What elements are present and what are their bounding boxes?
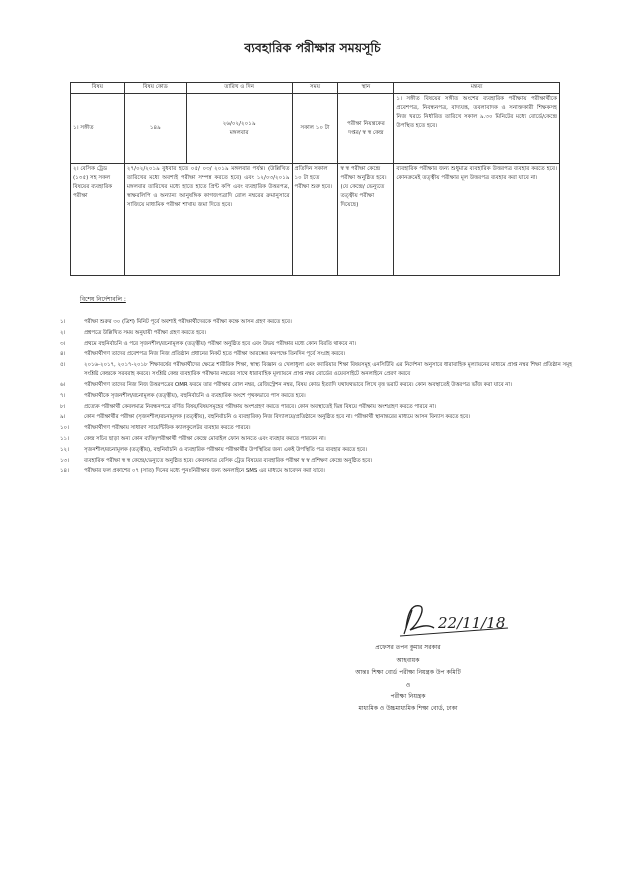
- signatory-title: পরীক্ষা নিয়ন্ত্রক: [390, 692, 426, 700]
- instruction-number: ১৪।: [60, 468, 69, 475]
- instruction-text: প্রত্যেক পরীক্ষার্থী কেবলমাত্র নিবন্ধনপত্রে বর্ণিত বিষয়/বিষয়সমূহের পরীক্ষায় অংশগ্রহণ করতে পারবে। কোন অবস্থাতেই ভিন্ন বিষয়ে পরীক্ষায় অংশগ্রহণ করতে পারবে না।: [84, 403, 437, 410]
- instruction-text: পরীক্ষার ফল প্রকাশের ০৭ (সাত) দিনের মধ্যে পুনঃনিরীক্ষার জন্য অনলাইনে SMS এর মাধ্যমে আবেদন করা যাবে।: [84, 468, 325, 475]
- cell-time: প্রতিদিন সকাল ১০ টা হতে পরীক্ষা শুরু হবে।: [292, 164, 338, 276]
- cell-date: ২৭/০২/২০১৯ বুধবার হতে ০৫/ ০৩/ ২০১৯ মঙ্গলবার পর্যন্ত। (উল্লিখিত তারিখের মধ্যে অবশ্যই পরীক্ষা সম্পন্ন করতে হবে) এবং ১২/০৩/২০১৯ মঙ্গলবার তারিখের মধ্যে হাতে হাতে প্রিন্ট কপি এবং ব্যবহারিক উত্তরপত্র, স্বাক্ষরলিপি ও অন্যান্য আনুষঙ্গিক কাগজপত্রাদি রোল নম্বরের ক্রমানুসারে সাজিয়ে মাধ্যমিক পরীক্ষা শাখায় জমা দিতে হবে।: [124, 164, 292, 276]
- instruction-text: পরীক্ষা শুরুর ৩০ (ত্রিশ) মিনিট পূর্বে অবশ্যই পরীক্ষার্থীদেরকে পরীক্ষা কক্ষে আসন গ্রহণ করতে হবে।: [84, 319, 292, 325]
- instruction-text: প্রথমে বহুনির্বাচনি ও পরে সৃজনশীল/রচনামূলক (তত্ত্বীয়) পরীক্ষা অনুষ্ঠিত হবে এবং উভয় পরীক্ষার মধ্যে কোন বিরতি থাকবে না।: [84, 340, 356, 347]
- day-value: মঙ্গলবার: [229, 129, 249, 136]
- special-instructions-heading: বিশেষ নির্দেশাবলি :: [80, 296, 126, 303]
- instruction-text: কেন্দ্র সচিব ছাড়া অন্য কোন ব্যক্তি/পরীক্ষার্থী পরীক্ষা কেন্দ্রে মোবাইল ফোন আনতে এবং ব্যবহার করতে পারবেন না।: [84, 435, 326, 442]
- cell-subject: ১। সঙ্গীত: [71, 94, 125, 164]
- instruction-item: [60, 350, 572, 359]
- instruction-text: পরীক্ষার্থীগণ তাদের প্রবেশপত্র নিজ নিজ প্রতিষ্ঠান প্রধানের নিকট হতে পরীক্ষা আরম্ভের কমপক্ষে তিনদিন পূর্বে সংগ্রহ করবে।: [84, 351, 346, 358]
- handwritten-signature: [398, 598, 518, 640]
- instruction-number: ৫।: [60, 362, 66, 369]
- cell-place: পরীক্ষা নিয়ন্ত্রকের দপ্তর/ স্ব স্ব কেন্দ্র: [338, 94, 394, 164]
- instruction-item: [60, 329, 572, 338]
- instruction-item: [60, 392, 572, 401]
- instruction-number: ৬।: [60, 381, 66, 388]
- instruction-text: ২০১৬-২০১৭, ২০১৭-২০১৮ শিক্ষাবর্ষের পরীক্ষার্থীদের ক্ষেত্রে শারীরিক শিক্ষা, স্বাস্থ্য বিজ্ঞান ও খেলাধুলা এবং ক্যারিয়ার শিক্ষা বিষয়সমূহ এনসিটিবি এর নির্দেশনা অনুসারে ধারাবাহিক মূল্যায়নের মাধ্যমে প্রাপ্ত নম্বর শিক্ষা প্রতিষ্ঠান সমূহ সংশ্লিষ্ট কেন্দ্রকে সরবরাহ করবে। সংশ্লিষ্ট কেন্দ্র ব্যবহারিক পরীক্ষার নম্বরের সাথে ধারাবাহিক মূল্যায়নে প্রাপ্ত নম্বর বোর্ডের ওয়েবসাইটে অনলাইনে প্রেরণ করবে: [84, 362, 572, 378]
- header-time: সময়: [292, 83, 338, 94]
- instruction-item: [60, 435, 572, 444]
- instruction-item: [60, 318, 572, 327]
- instruction-number: ১২।: [60, 446, 69, 453]
- instruction-item: [60, 467, 572, 476]
- instruction-number: ৭।: [60, 392, 66, 399]
- instruction-text: পরীক্ষার্থীগণ পরীক্ষায় সাধারণ সায়েন্টিফিক ক্যালকুলেটর ব্যবহার করতে পারবে।: [84, 425, 251, 432]
- cell-time: সকাল ১০ টা: [292, 94, 338, 164]
- header-remarks: মন্তব্য: [394, 83, 560, 94]
- cell-subject: ২। বেসিক ট্রেড (১৩৫) সহ সকল বিষয়ের ব্যবহারিক পরীক্ষা: [71, 164, 125, 276]
- signatory-role: আহবায়ক: [396, 656, 420, 664]
- committee-name: আন্তঃ শিক্ষা বোর্ড পরীক্ষা নিয়ন্ত্রক উপ কমিটি: [355, 669, 461, 676]
- date-value: ২৬/০২/২০১৯: [222, 120, 256, 127]
- cell-remarks: ১। সঙ্গীত বিষয়ের সঙ্গীত অংশের ব্যবহারিক পরীক্ষায় পরীক্ষার্থীকে প্রবেশপত্র, নিবন্ধনপত্র, বাদ্যযন্ত্র, তবলাবাদক ও সনাক্তকারী শিক্ষকসহ নিজ খরচে নির্ধারিত তারিখে সকাল ৯.৩০ মিনিটের মধ্যে বোর্ডে/কেন্দ্রে উপস্থিত হতে হবে।: [394, 94, 560, 164]
- instruction-number: ৯।: [60, 414, 66, 421]
- instruction-text: সৃজনশীল/রচনামূলক (তত্ত্বীয়), বহুনির্বাচনি ও ব্যবহারিক পরীক্ষায় পরীক্ষার্থীর উপস্থিতির জন্য একই উপস্থিতি পত্র ব্যবহার করতে হবে।: [84, 446, 367, 453]
- instruction-item: [60, 424, 572, 433]
- instruction-number: ১০।: [60, 425, 69, 432]
- board-name: মাধ্যমিক ও উচ্চমাধ্যমিক শিক্ষা বোর্ড, ঢাকা: [358, 705, 458, 712]
- schedule-table: [70, 82, 560, 276]
- header-date: তারিখ ও দিন: [186, 83, 292, 94]
- signature-block: [318, 642, 498, 716]
- header-subject: বিষয়: [71, 83, 125, 94]
- cell-code: ১৪৯: [124, 94, 186, 164]
- signature-date: 22/11/18: [438, 614, 506, 632]
- header-code: বিষয় কোড: [124, 83, 186, 94]
- table-row: [71, 94, 560, 164]
- cell-remarks: ব্যবহারিক পরীক্ষার জন্য শুধুমাত্র ব্যবহারিক উত্তরপত্র ব্যবহার করতে হবে। কোনক্রমেই তত্ত্বীয় পরীক্ষার মূল উত্তরপত্র ব্যবহার করা যাবে না।: [394, 164, 560, 276]
- instruction-number: ৪।: [60, 351, 66, 358]
- instruction-item: [60, 457, 572, 466]
- cell-place: স্ব স্ব পরীক্ষা কেন্দ্রে পরীক্ষা অনুষ্ঠিত হবে। (যে কেন্দ্রে/ ভেন্যুতে তত্ত্বীয় পরীক্ষা দিয়েছে): [338, 164, 394, 276]
- instruction-text: প্রশ্নপত্রে উল্লিখিত সময় অনুযায়ী পরীক্ষা গ্রহণ করতে হবে।: [84, 329, 207, 336]
- instruction-item: [60, 381, 572, 390]
- signatory-name: প্রফেসর তপন কুমার সরকার: [375, 644, 441, 651]
- instruction-number: ৮।: [60, 403, 66, 410]
- instruction-text: কোন পরীক্ষার্থীর পরীক্ষা (সৃজনশীল/রচনামূলক (তত্ত্বীয়), বহুনির্বাচনি ও ব্যবহারিক) নিজ বিদ্যালয়ে/প্রতিষ্ঠানে অনুষ্ঠিত হবে না। পরীক্ষার্থী স্থানান্তরের মাধ্যমে আসন বিন্যাস করতে হবে।: [84, 414, 471, 421]
- instruction-number: ১।: [60, 319, 66, 325]
- instruction-number: ৩।: [60, 340, 66, 347]
- instruction-item: [60, 361, 572, 379]
- instruction-text: পরীক্ষার্থীগণ তাদের নিজ নিজ উত্তরপত্রের OMR ফরমে তার পরীক্ষার রোল নম্বর, রেজিস্ট্রেশন নম্বর, বিষয় কোড ইত্যাদি যথাযথভাবে লিখে বৃত্ত ভরাট করবে। কোন অবস্থাতেই উত্তরপত্র ভাঁজ করা যাবে না।: [84, 381, 512, 388]
- instruction-text: ব্যবহারিক পরীক্ষা স্ব স্ব কেন্দ্রে/ভেন্যুতে অনুষ্ঠিত হবে। কেবলমাত্র বেসিক ট্রেড বিষয়ের ব্যবহারিক পরীক্ষা স্ব স্ব প্রশিক্ষণ কেন্দ্রে অনুষ্ঠিত হবে।: [84, 457, 373, 464]
- table-header-row: [71, 83, 560, 94]
- instruction-item: [60, 446, 572, 455]
- table-row: [71, 164, 560, 276]
- header-place: স্থান: [338, 83, 394, 94]
- instruction-list: [60, 318, 572, 478]
- instruction-item: [60, 340, 572, 349]
- instruction-item: [60, 413, 572, 422]
- instruction-number: ২।: [60, 329, 66, 336]
- instruction-text: পরীক্ষার্থীকে সৃজনশীল/রচনামূলক (তত্ত্বীয়), বহুনির্বাচনি ও ব্যবহারিক অংশে পৃথকভাবে পাস করতে হবে।: [84, 392, 306, 399]
- instruction-number: ১৩।: [60, 457, 69, 464]
- document-title: ব্যবহারিক পরীক্ষার সময়সূচি: [244, 40, 381, 55]
- conjunction: ও: [405, 681, 411, 689]
- instruction-item: [60, 403, 572, 412]
- instruction-number: ১১।: [60, 435, 69, 442]
- cell-date: [186, 94, 292, 164]
